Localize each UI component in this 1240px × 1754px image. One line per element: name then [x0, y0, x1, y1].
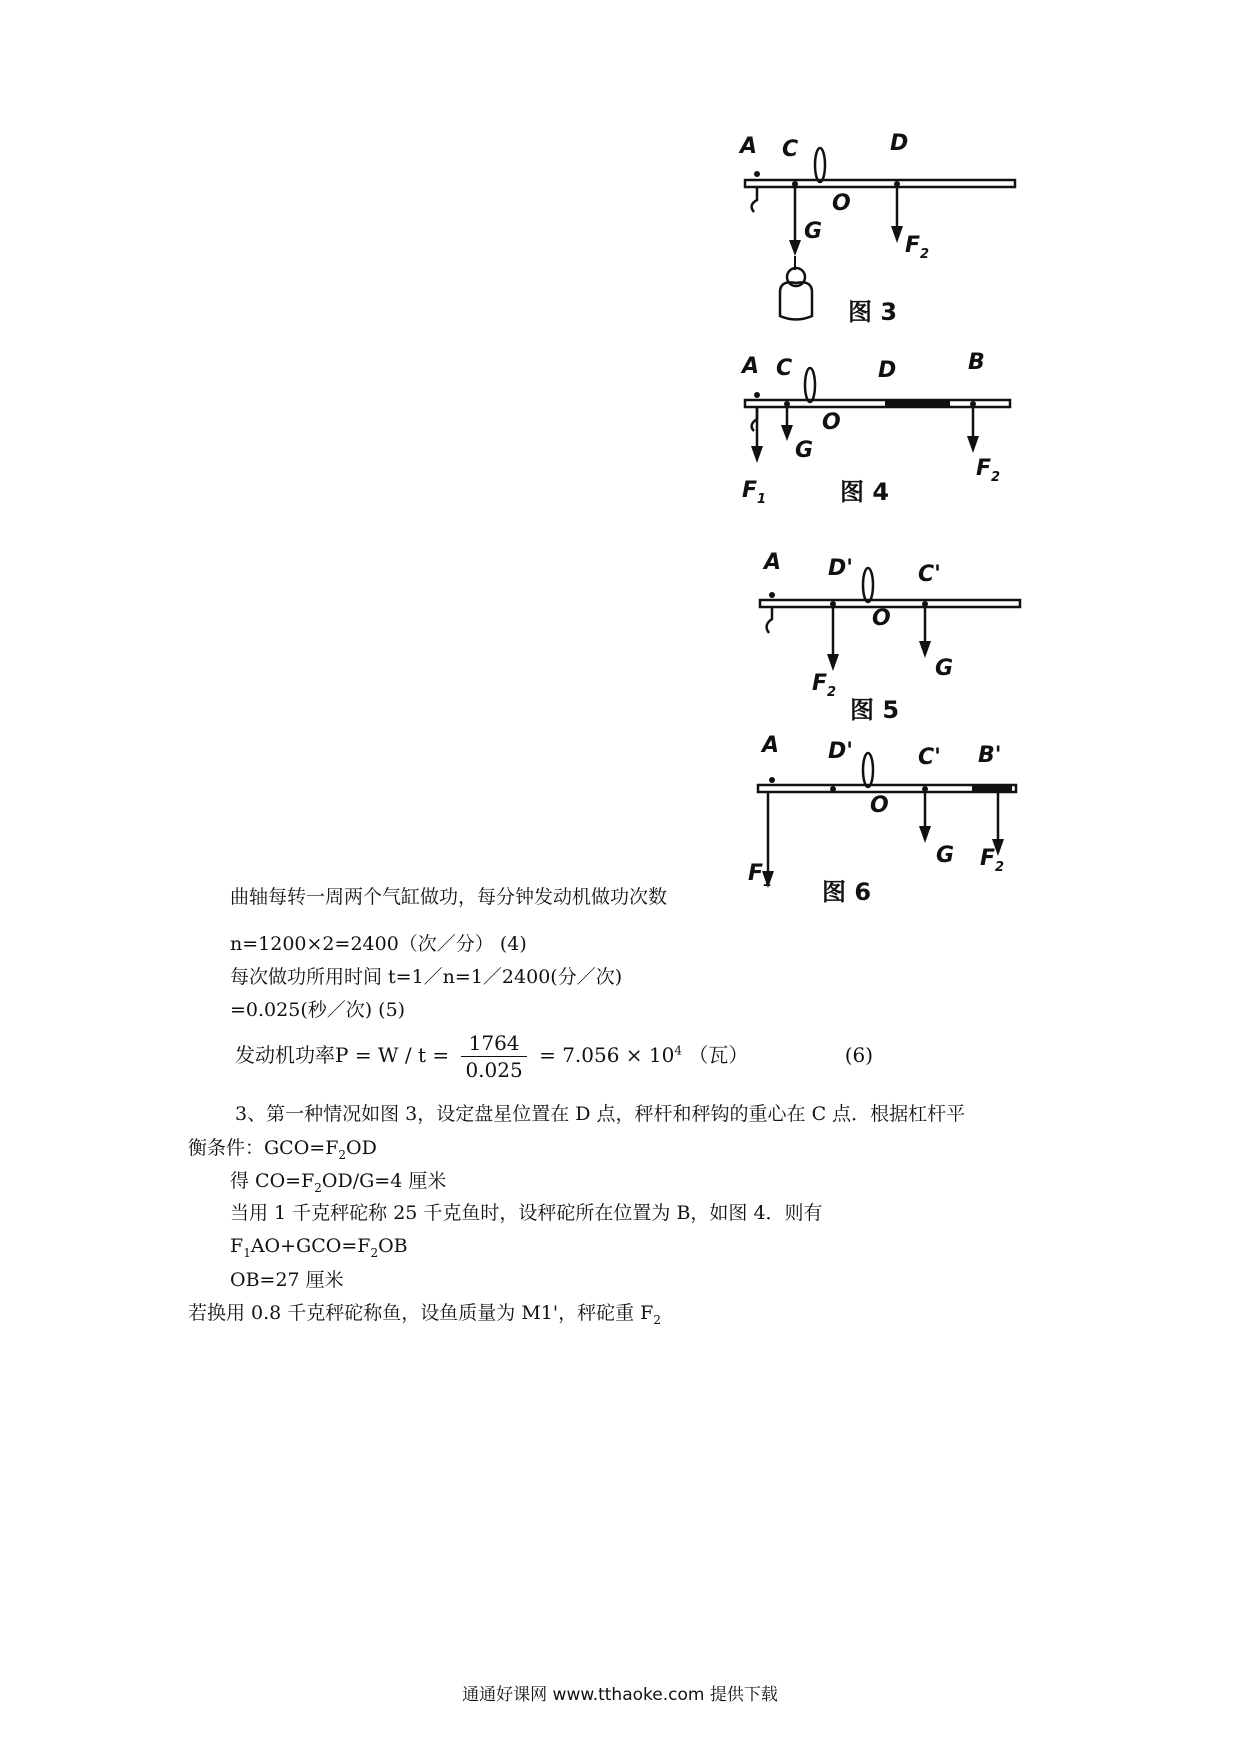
- text-line-9: 当用 1 千克秤砣称 25 千克鱼时，设秤砣所在位置为 B，如图 4．则有: [230, 1202, 823, 1224]
- label-F2: $F_2$: [905, 233, 930, 262]
- formula-result: = 7.056 × 10: [539, 1043, 675, 1067]
- label-D-prime: D': [828, 556, 853, 581]
- pivot-loop: [863, 568, 873, 602]
- label-C: C: [782, 137, 799, 162]
- formula-lhs: 发动机功率P = W / t =: [235, 1043, 450, 1067]
- text-line-4: =0.025(秒／次) (5): [230, 999, 406, 1021]
- power-formula: [235, 1030, 873, 1083]
- label-A: A: [762, 733, 780, 758]
- fraction-denominator: 0.025: [465, 1058, 523, 1082]
- label-F2: $F_2$: [976, 456, 1001, 485]
- formula-tag: (6): [844, 1043, 874, 1067]
- label-F1: $F_1$: [742, 478, 767, 507]
- fish-weight: [780, 282, 812, 319]
- fraction-numerator: 1764: [461, 1030, 526, 1057]
- figure-5: [700, 545, 1030, 725]
- label-O: O: [832, 191, 851, 216]
- figure-5-drawing: [700, 545, 1030, 725]
- label-G: G: [935, 656, 954, 681]
- pivot-loop: [815, 148, 825, 182]
- label-D: D: [890, 131, 909, 156]
- lever-thick-section: [885, 400, 950, 407]
- label-F2: $F_2$: [812, 671, 837, 700]
- figure-4-drawing: [700, 345, 1030, 525]
- label-O: O: [870, 793, 889, 818]
- figure-6-drawing: [700, 730, 1030, 910]
- figure-6-caption: 图 6: [822, 878, 872, 906]
- label-O: O: [822, 410, 841, 435]
- label-D-prime: D': [828, 739, 853, 764]
- label-C-prime: C': [918, 562, 941, 587]
- label-A: A: [742, 354, 760, 379]
- label-C-prime: C': [918, 745, 941, 770]
- formula-fraction: [461, 1030, 526, 1083]
- label-B: B: [968, 350, 985, 375]
- figure-3-caption: 图 3: [848, 298, 898, 326]
- figure-6: [700, 730, 1030, 910]
- text-line-7: 衡条件：$GCO=F_2OD$: [188, 1137, 377, 1162]
- text-line-8: 得 $CO=F_2OD/G=4$ 厘米: [230, 1170, 447, 1195]
- formula-unit: （瓦）: [688, 1043, 749, 1067]
- figure-3-drawing: [700, 120, 1030, 330]
- formula-exponent: 4: [674, 1043, 683, 1058]
- hook: [767, 607, 772, 633]
- lever-bar: [745, 180, 1015, 187]
- pivot-loop: [863, 753, 873, 787]
- label-F2: $F_2$: [980, 846, 1005, 875]
- label-G: G: [936, 843, 955, 868]
- text-line-11: OB=27 厘米: [230, 1269, 344, 1291]
- page-footer: 通通好课网 www.tthaoke.com 提供下载: [462, 1685, 778, 1705]
- label-F1: $F_1$: [748, 861, 773, 890]
- figure-4: [700, 345, 1030, 525]
- label-O: O: [872, 606, 891, 631]
- label-G: G: [804, 219, 823, 244]
- label-D: D: [878, 358, 897, 383]
- text-line-2: n=1200×2=2400（次／分） (4): [230, 933, 527, 955]
- label-C: C: [776, 356, 793, 381]
- text-line-3: 每次做功所用时间 t=1／n=1／2400(分／次): [230, 966, 623, 988]
- label-G: G: [795, 438, 814, 463]
- text-line-10: $F_1AO+GCO=F_2OB$: [230, 1235, 408, 1260]
- pivot-loop: [805, 368, 815, 402]
- label-A: A: [740, 134, 758, 159]
- label-B-prime: B': [978, 743, 1002, 768]
- hook: [752, 187, 757, 212]
- figure-4-caption: 图 4: [840, 478, 890, 506]
- label-A: A: [764, 550, 782, 575]
- text-line-6: 3、第一种情况如图 3，设定盘星位置在 D 点，秤杆和秤钩的重心在 C 点．根据杠杆平: [235, 1103, 966, 1125]
- text-line-1: 曲轴每转一周两个气缸做功，每分钟发动机做功次数: [230, 886, 668, 908]
- figure-5-caption: 图 5: [850, 696, 900, 724]
- text-line-12: 若换用 0.8 千克秤砣称鱼，设鱼质量为 M1'，秤砣重 $F_2$: [188, 1302, 661, 1327]
- figure-3: [700, 120, 1030, 330]
